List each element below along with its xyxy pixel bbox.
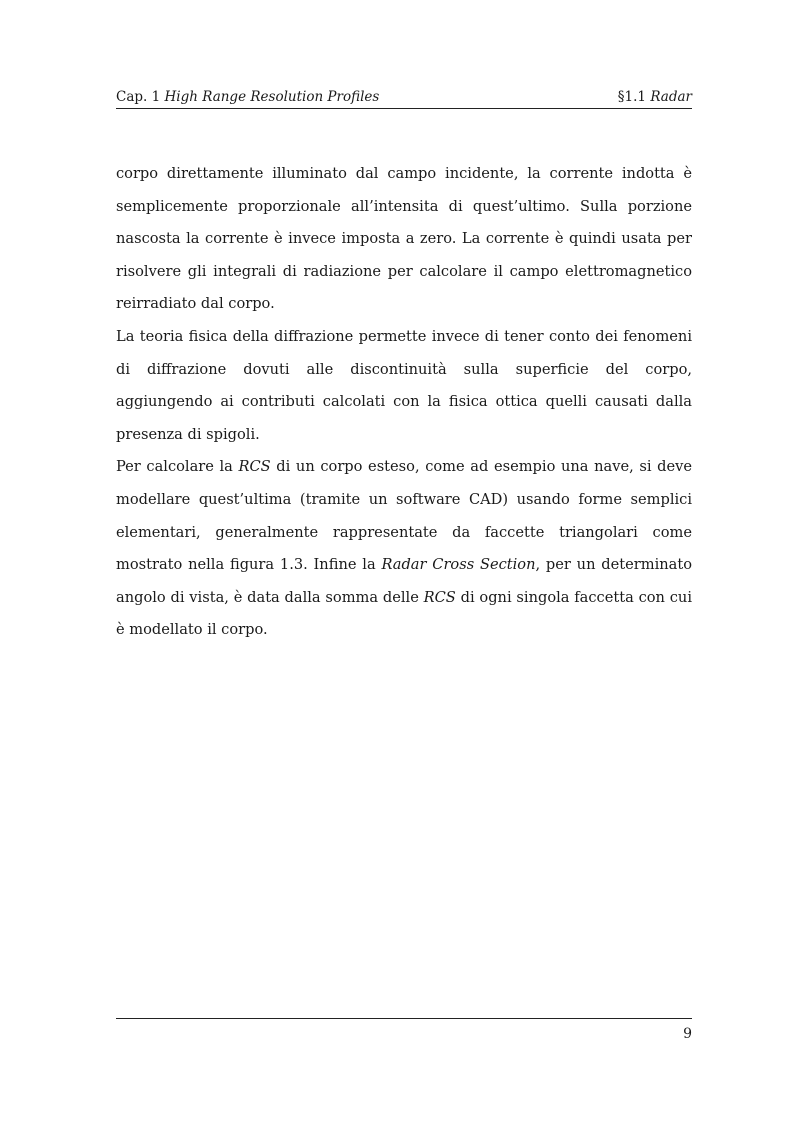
p3-text-d: di ogni singola faccetta con cui è modellato il corpo. — [116, 588, 692, 639]
body-text — [116, 158, 692, 647]
p3-rcs-term-2: RCS — [423, 588, 456, 606]
paragraph-1: corpo direttamente illuminato dal campo incidente, la corrente indotta è semplicemente proporzionale all’intensita di quest’ultimo. Sulla porzione nascosta la corrente è invece imposta a zero. La corrente è quindi usata per risolvere gli integrali di radiazione per calcolare il campo elettromagnetico reirradiato dal corpo. — [116, 165, 692, 313]
p3-rcs-term-1: RCS — [238, 458, 271, 476]
header-chapter — [116, 88, 379, 106]
header-section-number: §1.1 — [617, 89, 647, 105]
p3-text-c: , per un determinato angolo di vista, è data dalla somma delle — [116, 556, 692, 606]
paragraph-2: La teoria fisica della diffrazione permette invece di tener conto dei fenomeni di diffrazione dovuti alle discontinuità sulla superficie del corpo, aggiungendo ai contributi calcolati con la fisica ottica quelli causati dalla presenza di spigoli. — [116, 327, 692, 443]
paragraph-3 — [116, 451, 692, 647]
header-chapter-label: Cap. 1 — [116, 89, 161, 105]
header-section-title: Radar — [650, 89, 692, 105]
header-chapter-title: High Range Resolution Profiles — [164, 89, 380, 105]
p3-rcs-full-term: Radar Cross Section — [381, 556, 536, 574]
footer-rule — [116, 1018, 692, 1019]
running-header — [116, 88, 692, 106]
page-number: 9 — [683, 1026, 692, 1042]
header-rule — [116, 108, 692, 109]
header-section — [618, 88, 692, 106]
p3-text-a: Per calcolare la — [116, 458, 239, 476]
p3-text-b: di un corpo esteso, come ad esempio una nave, si deve modellare quest’ultima (tramite un software CAD) usando forme semplici elementari, generalmente rappresentate da faccette triangolari come mostrato nella figura 1.3. Infine la — [116, 458, 692, 574]
